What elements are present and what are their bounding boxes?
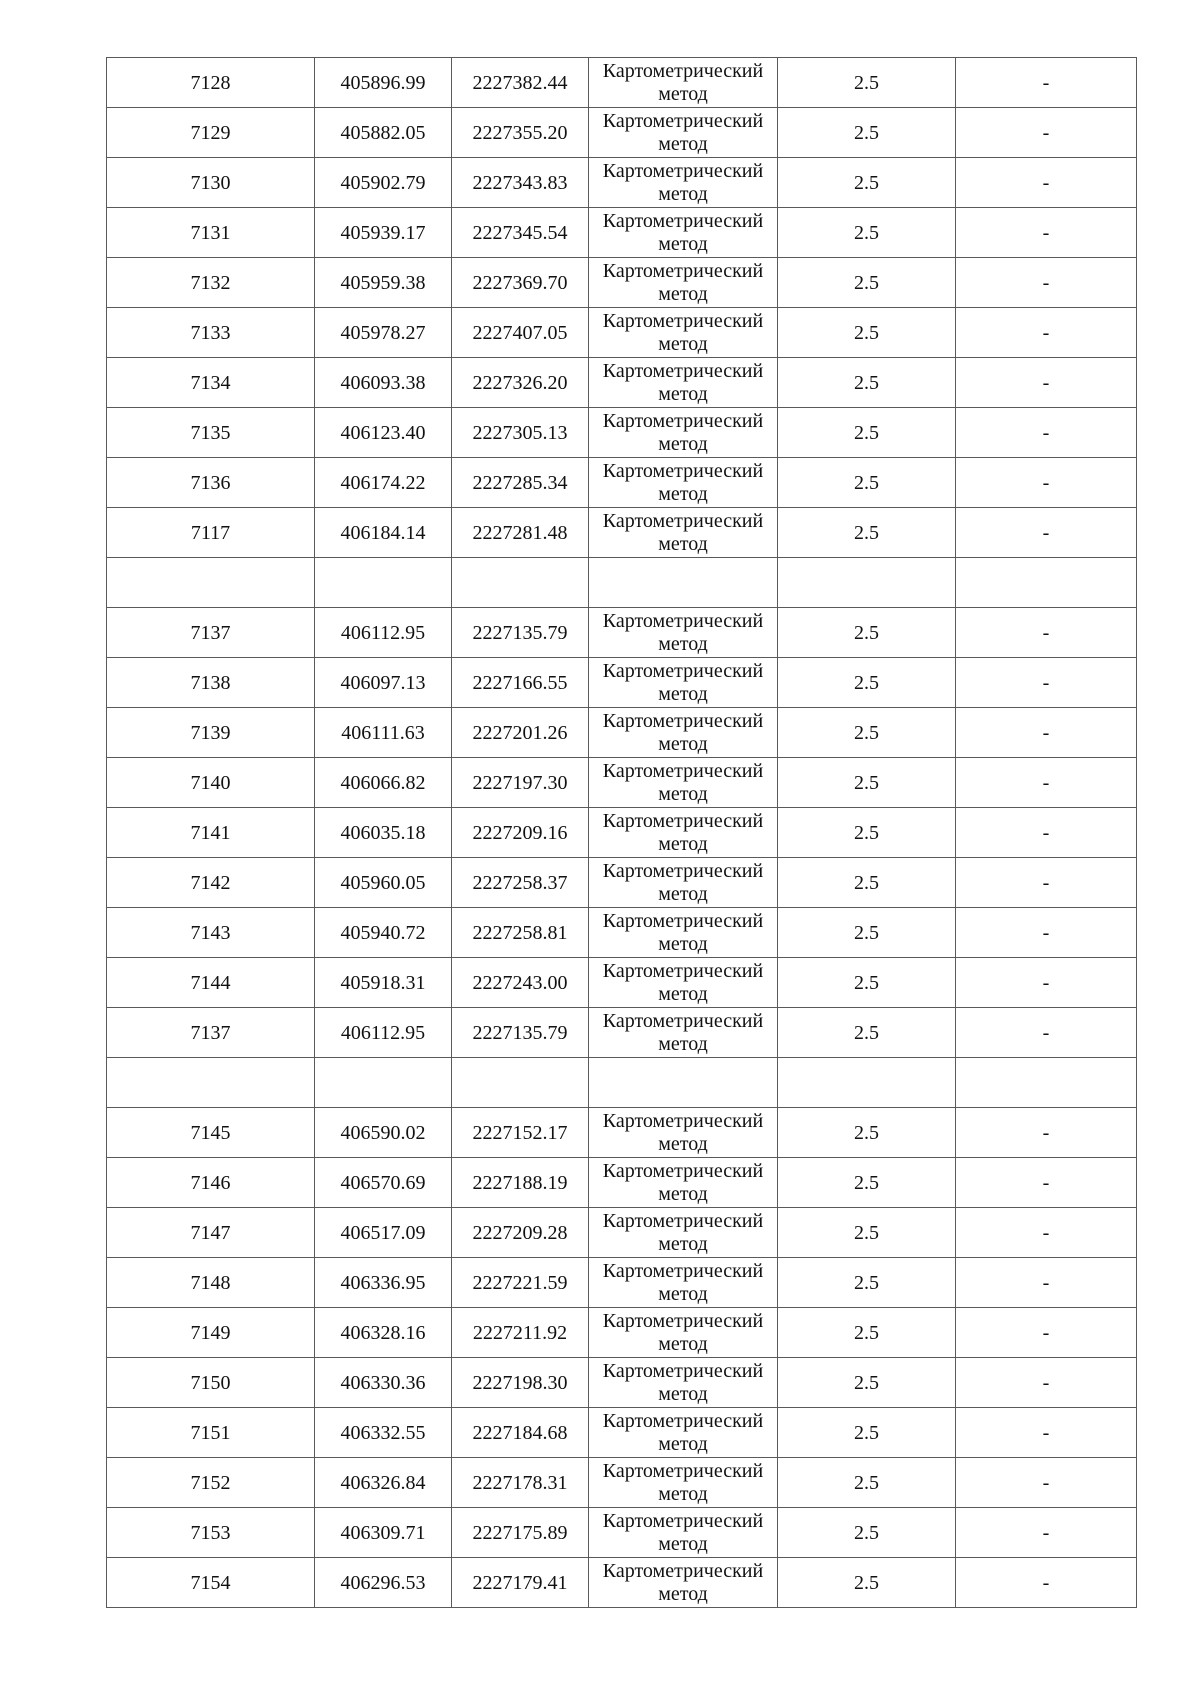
accuracy-cell: 2.5 bbox=[778, 258, 956, 308]
accuracy-cell bbox=[778, 1058, 956, 1108]
method-cell: Картометрический метод bbox=[589, 808, 778, 858]
method-cell: Картометрический метод bbox=[589, 1158, 778, 1208]
method-cell: Картометрический метод bbox=[589, 1458, 778, 1508]
x-coordinate-cell: 406184.14 bbox=[315, 508, 452, 558]
accuracy-cell: 2.5 bbox=[778, 958, 956, 1008]
accuracy-cell: 2.5 bbox=[778, 708, 956, 758]
point-number-cell: 7138 bbox=[107, 658, 315, 708]
coordinates-table-body bbox=[107, 58, 1137, 1608]
x-coordinate-cell: 405939.17 bbox=[315, 208, 452, 258]
table-row bbox=[107, 958, 1137, 1008]
x-coordinate-cell: 406336.95 bbox=[315, 1258, 452, 1308]
method-cell: Картометрический метод bbox=[589, 1558, 778, 1608]
method-cell: Картометрический метод bbox=[589, 258, 778, 308]
description-cell: - bbox=[956, 108, 1137, 158]
y-coordinate-cell: 2227258.37 bbox=[452, 858, 589, 908]
method-cell: Картометрический метод bbox=[589, 58, 778, 108]
method-cell: Картометрический метод bbox=[589, 408, 778, 458]
accuracy-cell: 2.5 bbox=[778, 758, 956, 808]
description-cell: - bbox=[956, 1458, 1137, 1508]
table-row bbox=[107, 1308, 1137, 1358]
description-cell: - bbox=[956, 1558, 1137, 1608]
accuracy-cell: 2.5 bbox=[778, 1508, 956, 1558]
y-coordinate-cell: 2227152.17 bbox=[452, 1108, 589, 1158]
table-row bbox=[107, 58, 1137, 108]
point-number-cell: 7145 bbox=[107, 1108, 315, 1158]
table-row bbox=[107, 1058, 1137, 1108]
accuracy-cell: 2.5 bbox=[778, 1008, 956, 1058]
point-number-cell: 7146 bbox=[107, 1158, 315, 1208]
description-cell: - bbox=[956, 458, 1137, 508]
y-coordinate-cell: 2227369.70 bbox=[452, 258, 589, 308]
point-number-cell: 7149 bbox=[107, 1308, 315, 1358]
x-coordinate-cell: 406330.36 bbox=[315, 1358, 452, 1408]
y-coordinate-cell: 2227285.34 bbox=[452, 458, 589, 508]
table-row bbox=[107, 908, 1137, 958]
table-row bbox=[107, 1408, 1137, 1458]
method-cell: Картометрический метод bbox=[589, 708, 778, 758]
x-coordinate-cell: 406590.02 bbox=[315, 1108, 452, 1158]
table-row bbox=[107, 1558, 1137, 1608]
y-coordinate-cell: 2227305.13 bbox=[452, 408, 589, 458]
y-coordinate-cell: 2227258.81 bbox=[452, 908, 589, 958]
description-cell: - bbox=[956, 1358, 1137, 1408]
accuracy-cell: 2.5 bbox=[778, 1458, 956, 1508]
table-row bbox=[107, 858, 1137, 908]
method-cell: Картометрический метод bbox=[589, 1258, 778, 1308]
y-coordinate-cell: 2227188.19 bbox=[452, 1158, 589, 1208]
description-cell: - bbox=[956, 808, 1137, 858]
point-number-cell: 7137 bbox=[107, 1008, 315, 1058]
y-coordinate-cell: 2227326.20 bbox=[452, 358, 589, 408]
description-cell: - bbox=[956, 958, 1137, 1008]
table-row bbox=[107, 408, 1137, 458]
y-coordinate-cell: 2227209.16 bbox=[452, 808, 589, 858]
accuracy-cell: 2.5 bbox=[778, 408, 956, 458]
point-number-cell: 7142 bbox=[107, 858, 315, 908]
x-coordinate-cell: 406332.55 bbox=[315, 1408, 452, 1458]
y-coordinate-cell: 2227243.00 bbox=[452, 958, 589, 1008]
table-row bbox=[107, 308, 1137, 358]
x-coordinate-cell: 406066.82 bbox=[315, 758, 452, 808]
accuracy-cell bbox=[778, 558, 956, 608]
y-coordinate-cell: 2227345.54 bbox=[452, 208, 589, 258]
accuracy-cell: 2.5 bbox=[778, 808, 956, 858]
method-cell: Картометрический метод bbox=[589, 208, 778, 258]
method-cell: Картометрический метод bbox=[589, 108, 778, 158]
method-cell: Картометрический метод bbox=[589, 458, 778, 508]
y-coordinate-cell bbox=[452, 558, 589, 608]
accuracy-cell: 2.5 bbox=[778, 608, 956, 658]
point-number-cell: 7140 bbox=[107, 758, 315, 808]
x-coordinate-cell: 406123.40 bbox=[315, 408, 452, 458]
description-cell: - bbox=[956, 508, 1137, 558]
accuracy-cell: 2.5 bbox=[778, 458, 956, 508]
x-coordinate-cell: 406093.38 bbox=[315, 358, 452, 408]
x-coordinate-cell: 406517.09 bbox=[315, 1208, 452, 1258]
y-coordinate-cell: 2227178.31 bbox=[452, 1458, 589, 1508]
x-coordinate-cell: 406111.63 bbox=[315, 708, 452, 758]
accuracy-cell: 2.5 bbox=[778, 1358, 956, 1408]
table-row bbox=[107, 1458, 1137, 1508]
y-coordinate-cell: 2227135.79 bbox=[452, 1008, 589, 1058]
accuracy-cell: 2.5 bbox=[778, 208, 956, 258]
coordinates-table bbox=[106, 57, 1137, 1608]
x-coordinate-cell: 406328.16 bbox=[315, 1308, 452, 1358]
description-cell: - bbox=[956, 1208, 1137, 1258]
table-row bbox=[107, 1508, 1137, 1558]
accuracy-cell: 2.5 bbox=[778, 58, 956, 108]
method-cell: Картометрический метод bbox=[589, 1208, 778, 1258]
table-row bbox=[107, 258, 1137, 308]
y-coordinate-cell: 2227175.89 bbox=[452, 1508, 589, 1558]
method-cell: Картометрический метод bbox=[589, 758, 778, 808]
accuracy-cell: 2.5 bbox=[778, 658, 956, 708]
table-row bbox=[107, 558, 1137, 608]
y-coordinate-cell: 2227209.28 bbox=[452, 1208, 589, 1258]
point-number-cell: 7131 bbox=[107, 208, 315, 258]
accuracy-cell: 2.5 bbox=[778, 358, 956, 408]
description-cell: - bbox=[956, 58, 1137, 108]
table-row bbox=[107, 708, 1137, 758]
table-row bbox=[107, 1258, 1137, 1308]
description-cell: - bbox=[956, 158, 1137, 208]
table-row bbox=[107, 158, 1137, 208]
x-coordinate-cell: 405896.99 bbox=[315, 58, 452, 108]
point-number-cell: 7139 bbox=[107, 708, 315, 758]
table-row bbox=[107, 608, 1137, 658]
description-cell: - bbox=[956, 258, 1137, 308]
description-cell: - bbox=[956, 858, 1137, 908]
point-number-cell: 7141 bbox=[107, 808, 315, 858]
table-row bbox=[107, 808, 1137, 858]
accuracy-cell: 2.5 bbox=[778, 1158, 956, 1208]
point-number-cell: 7154 bbox=[107, 1558, 315, 1608]
point-number-cell: 7147 bbox=[107, 1208, 315, 1258]
y-coordinate-cell: 2227184.68 bbox=[452, 1408, 589, 1458]
point-number-cell: 7128 bbox=[107, 58, 315, 108]
point-number-cell bbox=[107, 1058, 315, 1108]
x-coordinate-cell: 406309.71 bbox=[315, 1508, 452, 1558]
method-cell: Картометрический метод bbox=[589, 508, 778, 558]
description-cell: - bbox=[956, 1008, 1137, 1058]
y-coordinate-cell: 2227281.48 bbox=[452, 508, 589, 558]
table-row bbox=[107, 1008, 1137, 1058]
point-number-cell: 7130 bbox=[107, 158, 315, 208]
method-cell: Картометрический метод bbox=[589, 1108, 778, 1158]
description-cell: - bbox=[956, 208, 1137, 258]
accuracy-cell: 2.5 bbox=[778, 1108, 956, 1158]
point-number-cell: 7133 bbox=[107, 308, 315, 358]
method-cell: Картометрический метод bbox=[589, 1508, 778, 1558]
method-cell: Картометрический метод bbox=[589, 158, 778, 208]
point-number-cell: 7151 bbox=[107, 1408, 315, 1458]
accuracy-cell: 2.5 bbox=[778, 508, 956, 558]
point-number-cell: 7136 bbox=[107, 458, 315, 508]
y-coordinate-cell: 2227407.05 bbox=[452, 308, 589, 358]
table-row bbox=[107, 508, 1137, 558]
table-row bbox=[107, 358, 1137, 408]
accuracy-cell: 2.5 bbox=[778, 1408, 956, 1458]
method-cell: Картометрический метод bbox=[589, 958, 778, 1008]
table-row bbox=[107, 458, 1137, 508]
description-cell: - bbox=[956, 1308, 1137, 1358]
point-number-cell bbox=[107, 558, 315, 608]
method-cell bbox=[589, 1058, 778, 1108]
accuracy-cell: 2.5 bbox=[778, 1558, 956, 1608]
x-coordinate-cell: 405940.72 bbox=[315, 908, 452, 958]
description-cell bbox=[956, 1058, 1137, 1108]
description-cell: - bbox=[956, 658, 1137, 708]
table-row bbox=[107, 658, 1137, 708]
description-cell: - bbox=[956, 758, 1137, 808]
x-coordinate-cell: 406112.95 bbox=[315, 608, 452, 658]
description-cell bbox=[956, 558, 1137, 608]
accuracy-cell: 2.5 bbox=[778, 158, 956, 208]
y-coordinate-cell: 2227382.44 bbox=[452, 58, 589, 108]
point-number-cell: 7129 bbox=[107, 108, 315, 158]
accuracy-cell: 2.5 bbox=[778, 308, 956, 358]
x-coordinate-cell: 405960.05 bbox=[315, 858, 452, 908]
point-number-cell: 7148 bbox=[107, 1258, 315, 1308]
point-number-cell: 7135 bbox=[107, 408, 315, 458]
method-cell bbox=[589, 558, 778, 608]
y-coordinate-cell: 2227355.20 bbox=[452, 108, 589, 158]
x-coordinate-cell: 406035.18 bbox=[315, 808, 452, 858]
point-number-cell: 7152 bbox=[107, 1458, 315, 1508]
accuracy-cell: 2.5 bbox=[778, 1308, 956, 1358]
description-cell: - bbox=[956, 1408, 1137, 1458]
x-coordinate-cell bbox=[315, 558, 452, 608]
x-coordinate-cell: 405902.79 bbox=[315, 158, 452, 208]
method-cell: Картометрический метод bbox=[589, 1358, 778, 1408]
description-cell: - bbox=[956, 708, 1137, 758]
accuracy-cell: 2.5 bbox=[778, 858, 956, 908]
point-number-cell: 7153 bbox=[107, 1508, 315, 1558]
y-coordinate-cell: 2227198.30 bbox=[452, 1358, 589, 1408]
description-cell: - bbox=[956, 1258, 1137, 1308]
accuracy-cell: 2.5 bbox=[778, 908, 956, 958]
y-coordinate-cell: 2227201.26 bbox=[452, 708, 589, 758]
x-coordinate-cell: 405918.31 bbox=[315, 958, 452, 1008]
description-cell: - bbox=[956, 908, 1137, 958]
y-coordinate-cell: 2227343.83 bbox=[452, 158, 589, 208]
x-coordinate-cell: 406174.22 bbox=[315, 458, 452, 508]
method-cell: Картометрический метод bbox=[589, 358, 778, 408]
point-number-cell: 7143 bbox=[107, 908, 315, 958]
x-coordinate-cell: 405978.27 bbox=[315, 308, 452, 358]
point-number-cell: 7117 bbox=[107, 508, 315, 558]
table-row bbox=[107, 758, 1137, 808]
table-row bbox=[107, 1108, 1137, 1158]
description-cell: - bbox=[956, 1508, 1137, 1558]
y-coordinate-cell: 2227221.59 bbox=[452, 1258, 589, 1308]
accuracy-cell: 2.5 bbox=[778, 108, 956, 158]
method-cell: Картометрический метод bbox=[589, 608, 778, 658]
y-coordinate-cell: 2227179.41 bbox=[452, 1558, 589, 1608]
accuracy-cell: 2.5 bbox=[778, 1208, 956, 1258]
point-number-cell: 7144 bbox=[107, 958, 315, 1008]
x-coordinate-cell: 406112.95 bbox=[315, 1008, 452, 1058]
y-coordinate-cell bbox=[452, 1058, 589, 1108]
table-row bbox=[107, 1358, 1137, 1408]
x-coordinate-cell: 406296.53 bbox=[315, 1558, 452, 1608]
x-coordinate-cell: 406326.84 bbox=[315, 1458, 452, 1508]
description-cell: - bbox=[956, 408, 1137, 458]
method-cell: Картометрический метод bbox=[589, 1008, 778, 1058]
point-number-cell: 7150 bbox=[107, 1358, 315, 1408]
description-cell: - bbox=[956, 358, 1137, 408]
description-cell: - bbox=[956, 1108, 1137, 1158]
table-row bbox=[107, 1208, 1137, 1258]
method-cell: Картометрический метод bbox=[589, 308, 778, 358]
y-coordinate-cell: 2227211.92 bbox=[452, 1308, 589, 1358]
description-cell: - bbox=[956, 308, 1137, 358]
x-coordinate-cell bbox=[315, 1058, 452, 1108]
method-cell: Картометрический метод bbox=[589, 908, 778, 958]
method-cell: Картометрический метод bbox=[589, 858, 778, 908]
point-number-cell: 7132 bbox=[107, 258, 315, 308]
table-row bbox=[107, 108, 1137, 158]
y-coordinate-cell: 2227197.30 bbox=[452, 758, 589, 808]
point-number-cell: 7134 bbox=[107, 358, 315, 408]
x-coordinate-cell: 405959.38 bbox=[315, 258, 452, 308]
x-coordinate-cell: 406097.13 bbox=[315, 658, 452, 708]
description-cell: - bbox=[956, 608, 1137, 658]
x-coordinate-cell: 405882.05 bbox=[315, 108, 452, 158]
point-number-cell: 7137 bbox=[107, 608, 315, 658]
y-coordinate-cell: 2227166.55 bbox=[452, 658, 589, 708]
method-cell: Картометрический метод bbox=[589, 1308, 778, 1358]
x-coordinate-cell: 406570.69 bbox=[315, 1158, 452, 1208]
table-row bbox=[107, 208, 1137, 258]
y-coordinate-cell: 2227135.79 bbox=[452, 608, 589, 658]
method-cell: Картометрический метод bbox=[589, 1408, 778, 1458]
method-cell: Картометрический метод bbox=[589, 658, 778, 708]
table-row bbox=[107, 1158, 1137, 1208]
accuracy-cell: 2.5 bbox=[778, 1258, 956, 1308]
description-cell: - bbox=[956, 1158, 1137, 1208]
